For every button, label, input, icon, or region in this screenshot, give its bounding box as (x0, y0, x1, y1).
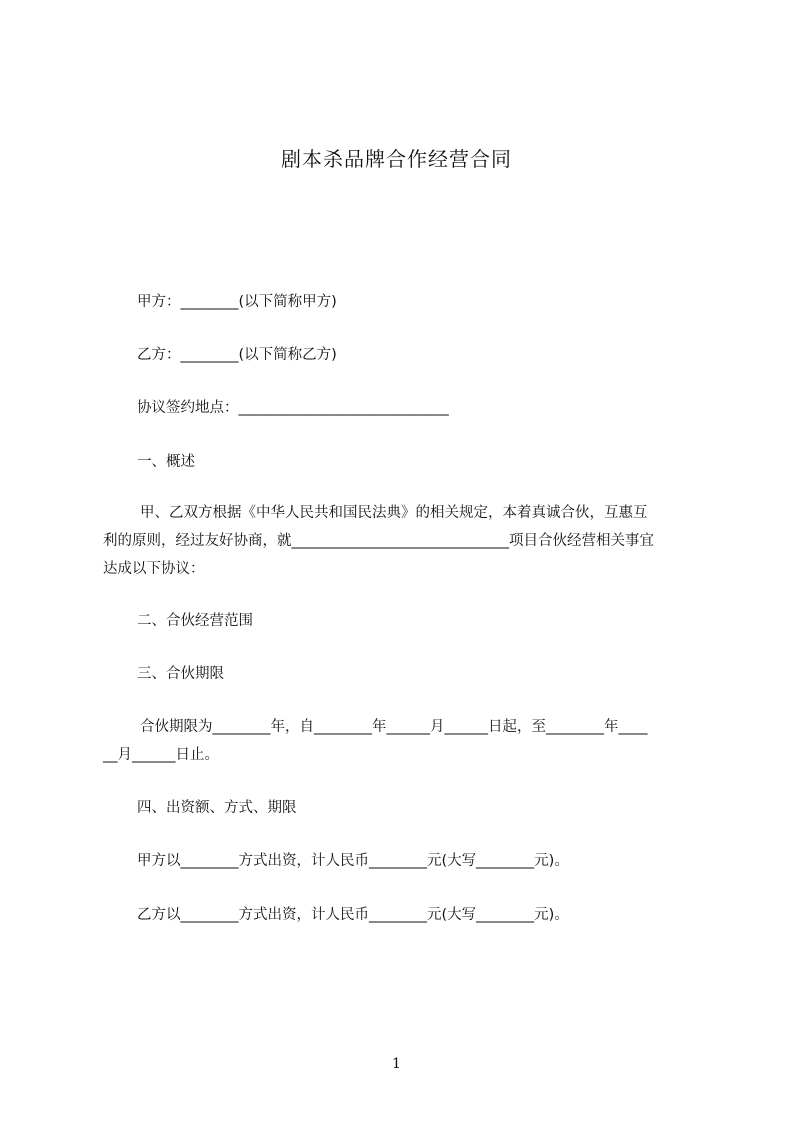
section-1-paragraph (103, 499, 703, 583)
section-3-paragraph (103, 713, 703, 769)
party-a-line: 甲方：________(以下简称甲方) (137, 294, 337, 310)
party-b-line: 乙方：________(以下简称乙方) (137, 347, 337, 363)
section-1-line-3: 达成以下协议： (103, 561, 205, 577)
page-number: 1 (392, 1056, 401, 1072)
section-3-line-1: 合伙期限为________年，自________年______月______日起，至________年____ (140, 719, 648, 735)
sign-place-line: 协议签约地点：_____________________________ (137, 400, 449, 416)
document-title: 剧本杀品牌合作经营合同 (281, 147, 512, 171)
section-4-party-b-line: 乙方以________方式出资，计人民币________元(大写________元)。 (137, 907, 569, 923)
section-3-line-2: __月______日止。 (103, 747, 219, 763)
section-1-line-2: 利的原则，经过友好协商，就______________________________项目合伙经营相关事宜 (103, 533, 654, 549)
section-1-line-1: 甲、乙双方根据《中华人民共和国民法典》的相关规定，本着真诚合伙，互惠互 (140, 505, 648, 521)
section-1-heading: 一、概述 (137, 454, 195, 470)
section-4-heading: 四、出资额、方式、期限 (137, 800, 297, 816)
section-4-party-a-line: 甲方以________方式出资，计人民币________元(大写________元)。 (137, 853, 569, 869)
section-3-heading: 三、合伙期限 (137, 666, 224, 682)
section-2-heading: 二、合伙经营范围 (137, 613, 253, 629)
